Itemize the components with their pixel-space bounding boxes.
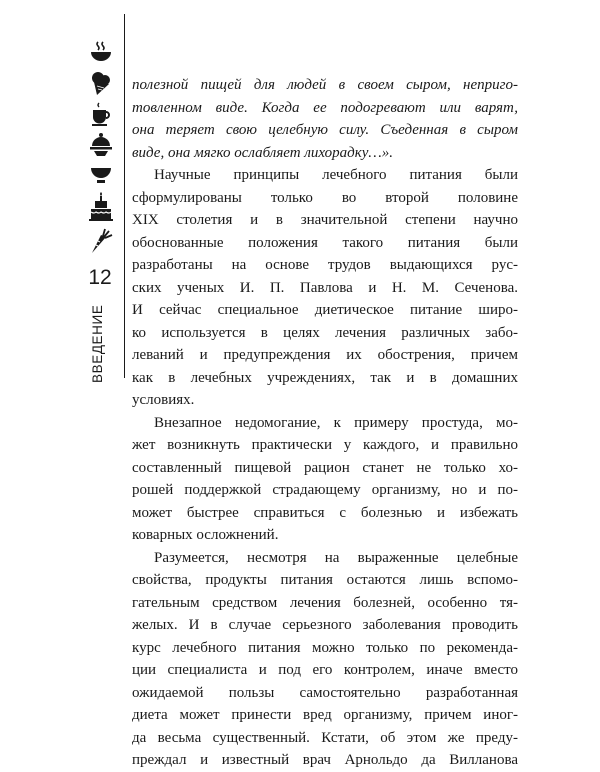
text-line: виде, она мягко ослабляет лихорадку…». <box>132 144 394 161</box>
margin-icon-column <box>84 40 118 260</box>
ice-cream-cone-icon <box>89 70 113 96</box>
text-line: ожидаемой пользы самостоятельно разработанная <box>132 684 518 701</box>
text-line: желых. И в случае серьезного заболевания проводить <box>132 617 518 633</box>
text-line: как в лечебных учреждениях, так и в домашних <box>132 369 518 386</box>
text-line: ко используется в целях лечения различных забо- <box>132 324 518 341</box>
text-line: составленный пищевой рацион станет не только хо- <box>132 459 518 476</box>
text-line: И сейчас специальное диетическое питание широ- <box>132 302 518 318</box>
text-line: сформулированы только во второй половине <box>132 189 518 206</box>
text-line: Внезапное недомогание, к примеру простуда, мо- <box>154 414 518 431</box>
paragraph <box>132 164 518 412</box>
text-line: Разумеется, несмотря на выраженные целебные <box>154 549 518 566</box>
text-line: да весьма существенный. Кстати, об этом же преду- <box>132 729 518 746</box>
body-text <box>132 74 518 772</box>
text-line: курс лечебного питания можно только по рекоменда- <box>132 639 518 656</box>
quote-paragraph <box>132 74 518 164</box>
carrot-icon <box>89 228 113 254</box>
text-line: ции специалиста и под его контролем, иначе вместо <box>132 662 518 678</box>
text-line: XIX столетия и в значительной степени научно <box>132 212 518 228</box>
text-line: преждал и известный врач Арнольдо да Вилланова <box>132 752 518 768</box>
soup-bowl-icon <box>89 40 113 64</box>
text-line: условиях. <box>132 392 195 408</box>
text-line: товленном виде. Когда ее подогревают или варят, <box>132 99 518 116</box>
cup-icon <box>89 102 113 126</box>
text-line: рошей поддержкой страдающему организму, но и по- <box>132 482 518 498</box>
page-number: 12 <box>88 266 112 289</box>
text-line: обоснованные положения такого питания были <box>132 234 518 251</box>
section-label: ВВЕДЕНИЕ <box>90 304 105 383</box>
text-line: диета может принести вред организму, причем иног- <box>132 707 518 723</box>
bowl-icon <box>89 164 113 186</box>
text-line: Научные принципы лечебного питания были <box>154 167 518 183</box>
cake-icon <box>89 192 113 222</box>
text-line: жет возникнуть практически у каждого, и правильно <box>132 437 518 453</box>
text-line: полезной пищей для людей в своем сыром, неприго- <box>132 77 518 93</box>
paragraph <box>132 547 518 772</box>
text-line: гательным средством лечения болезней, особенно тя- <box>132 594 518 611</box>
cloche-dish-icon <box>89 132 113 158</box>
text-line: может быстрее справиться с болезнью и избежать <box>132 504 518 521</box>
text-line: она теряет свою целебную силу. Съеденная в сыром <box>132 122 518 138</box>
text-line: леваний и предупреждения их обострения, причем <box>132 347 518 363</box>
paragraph <box>132 412 518 547</box>
text-line: свойства, продукты питания остаются лишь вспомо- <box>132 572 518 588</box>
text-line: разработаны на основе трудов выдающихся рус- <box>132 257 518 273</box>
margin-divider <box>124 14 125 378</box>
text-line: коварных осложнений. <box>132 527 279 543</box>
text-line: ских ученых И. П. Павлова и Н. М. Сеченова. <box>132 279 518 296</box>
